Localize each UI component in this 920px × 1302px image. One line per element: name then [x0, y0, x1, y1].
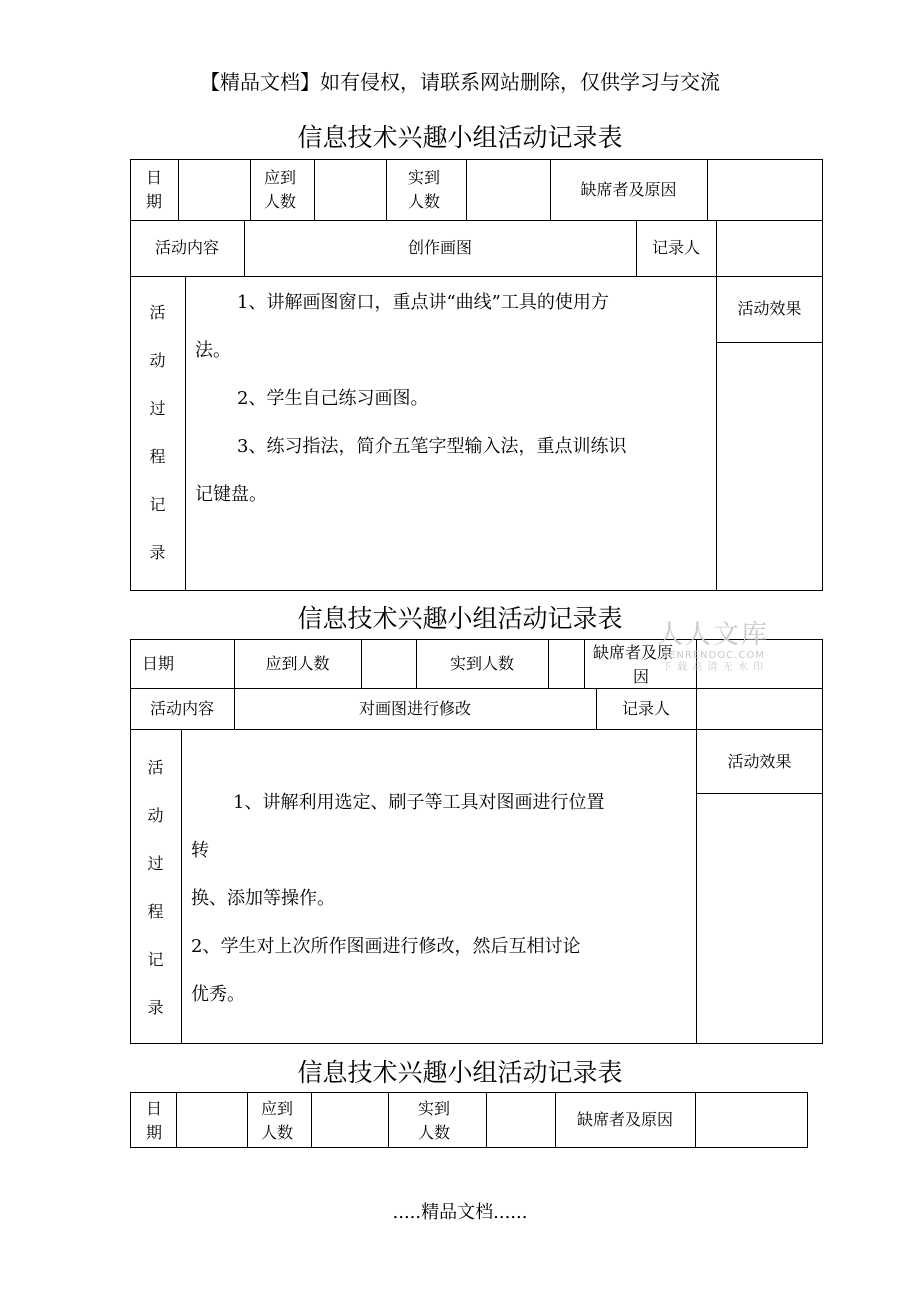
content-value: 创作画图: [407, 238, 472, 257]
divider: [696, 793, 823, 794]
process-char: 程: [147, 902, 164, 921]
divider: [716, 220, 717, 591]
watermark-name: 人人文库: [656, 620, 769, 650]
divider: [130, 729, 823, 730]
actual-label: 实到人数: [449, 654, 514, 673]
divider: [130, 276, 823, 277]
date-label: 日期: [142, 654, 175, 673]
divider: [466, 159, 467, 220]
actual-label-line: 实到: [408, 168, 441, 187]
date-label: [146, 166, 166, 214]
actual-label: [408, 166, 448, 214]
record-1-title: 信息技术兴趣小组活动记录表: [297, 123, 623, 152]
divider: [548, 639, 549, 688]
divider: [181, 729, 182, 1044]
process-char: 动: [147, 806, 164, 825]
process-char: 动: [149, 351, 166, 370]
process-line: 转: [191, 840, 209, 861]
process-line: 法。: [195, 340, 231, 361]
date-label-line: 期: [146, 1123, 163, 1142]
absent-label-line: 因: [633, 667, 650, 686]
divider: [311, 1092, 312, 1148]
watermark-logo: [648, 620, 778, 674]
divider: [584, 639, 585, 688]
record-2-title: 信息技术兴趣小组活动记录表: [297, 604, 623, 633]
effect-label: 活动效果: [727, 752, 792, 771]
absent-label: 缺席者及原因: [580, 180, 677, 199]
date-label: [146, 1097, 166, 1145]
recorder-label: 记录人: [651, 238, 700, 257]
record-3-title: 信息技术兴趣小组活动记录表: [297, 1058, 623, 1087]
actual-label-line: 实到: [418, 1099, 451, 1118]
process-line: 1、讲解利用选定、刷子等工具对图画进行位置: [233, 792, 605, 813]
process-char: 活: [149, 303, 166, 322]
divider: [247, 1092, 248, 1148]
process-char: 程: [149, 447, 166, 466]
expected-label-line: 人数: [264, 192, 297, 211]
absent-label: 缺席者及原因: [576, 1110, 673, 1129]
process-label: [130, 300, 185, 588]
process-line: 记键盘。: [195, 484, 267, 505]
divider: [178, 159, 179, 220]
expected-label: [264, 166, 304, 214]
divider: [388, 1092, 389, 1148]
record-1-border: [130, 159, 823, 591]
process-char: 记: [147, 950, 164, 969]
divider: [176, 1092, 177, 1148]
actual-label-line: 人数: [408, 192, 441, 211]
content-value: 对画图进行修改: [358, 699, 471, 718]
divider: [250, 159, 251, 220]
content-label: 活动内容: [149, 699, 214, 718]
divider: [314, 159, 315, 220]
page-footer: .....精品文档......: [392, 1202, 528, 1223]
divider: [486, 1092, 487, 1148]
date-label-line: 日: [146, 1099, 163, 1118]
process-line: 优秀。: [191, 984, 245, 1005]
process-label: [130, 755, 181, 1043]
divider: [185, 276, 186, 591]
divider: [130, 220, 823, 221]
expected-label-line: 人数: [261, 1123, 294, 1142]
process-char: 录: [149, 543, 166, 562]
process-line: 3、练习指法，简介五笔字型输入法，重点训练识: [237, 436, 627, 457]
expected-label: [261, 1097, 301, 1145]
actual-label: [418, 1097, 458, 1145]
recorder-label: 记录人: [621, 699, 670, 718]
divider: [707, 159, 708, 220]
record-3-border: [130, 1092, 808, 1148]
divider: [361, 639, 362, 688]
expected-label-line: 应到: [261, 1099, 294, 1118]
expected-label-line: 应到: [264, 168, 297, 187]
process-line: 2、学生自己练习画图。: [237, 388, 429, 409]
content-label: 活动内容: [154, 238, 219, 257]
divider: [695, 1092, 696, 1148]
process-char: 记: [149, 495, 166, 514]
process-char: 活: [147, 758, 164, 777]
date-label-line: 日: [146, 168, 163, 187]
process-char: 过: [147, 854, 164, 873]
process-char: 过: [149, 399, 166, 418]
process-line: 2、学生对上次所作图画进行修改，然后互相讨论: [191, 936, 581, 957]
process-line: 换、添加等操作。: [191, 888, 335, 909]
date-label-line: 期: [146, 192, 163, 211]
actual-label-line: 人数: [418, 1123, 451, 1142]
watermark-tagline: 下 载 高 清 无 水 印: [661, 662, 765, 673]
divider: [386, 159, 387, 220]
watermark-url: RENRENDOC.COM: [661, 650, 765, 661]
process-char: 录: [147, 998, 164, 1017]
page-header: 【精品文档】如有侵权，请联系网站删除，仅供学习与交流: [200, 70, 720, 94]
absent-label-line: 缺席者及原: [593, 643, 674, 662]
effect-label: 活动效果: [737, 299, 802, 318]
process-line: 1、讲解画图窗口，重点讲“曲线”工具的使用方: [237, 292, 609, 313]
divider: [716, 342, 823, 343]
divider: [696, 688, 697, 1044]
expected-label: 应到人数: [265, 654, 330, 673]
